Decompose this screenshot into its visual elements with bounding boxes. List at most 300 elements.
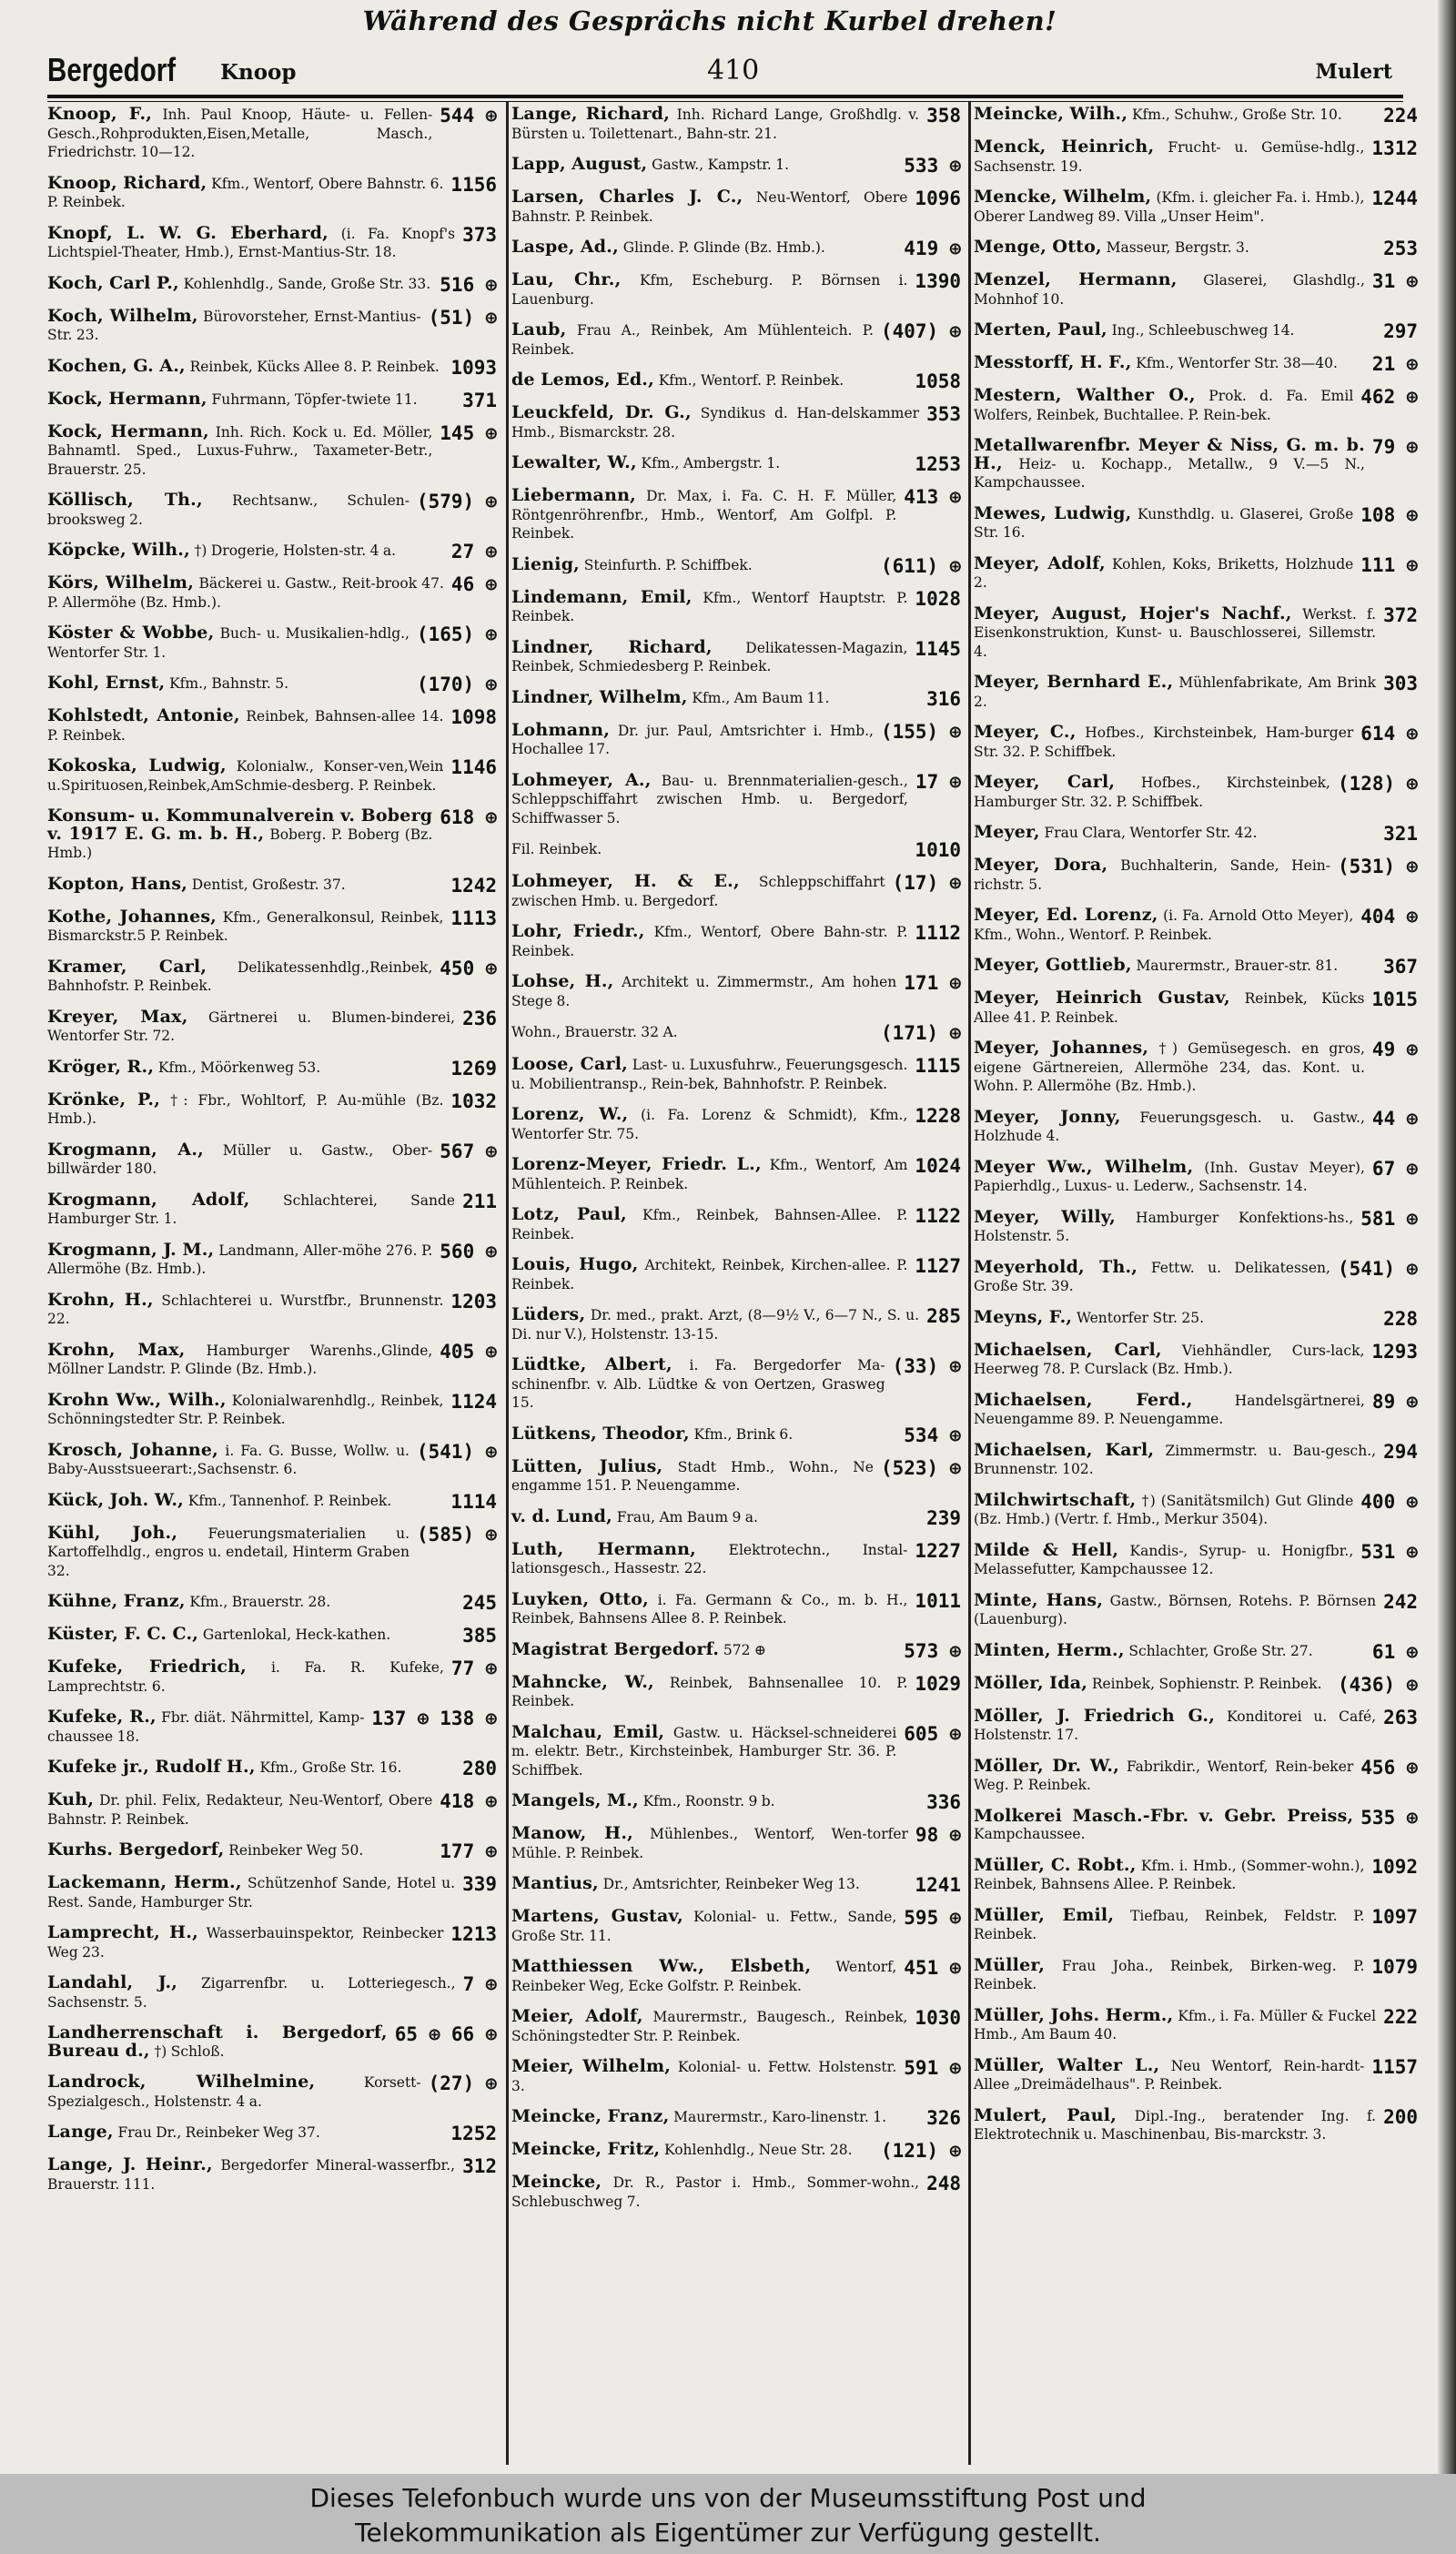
- directory-entry: [974, 1389, 1420, 1429]
- phone-number: 591 ⊕: [904, 2057, 961, 2079]
- phone-number: (579) ⊕: [416, 491, 497, 512]
- entry-detail: Mühlenbes., Wentorf, Wen-torfer Mühle. P. Reinbek.: [511, 1826, 908, 1861]
- phone-number: (121) ⊕: [880, 2140, 961, 2162]
- entry-name: Kochen, G. A.,: [47, 355, 186, 376]
- entry-name: Meyns, F.,: [974, 1306, 1073, 1327]
- directory-entry: [511, 487, 963, 543]
- phone-number: 1244: [1371, 187, 1418, 209]
- entry-name: Möller, J. Friedrich G.,: [974, 1705, 1216, 1726]
- directory-entry: [511, 106, 963, 143]
- phone-number: 372: [1383, 603, 1418, 626]
- directory-entry: [47, 1056, 499, 1079]
- entry-detail: Inh. Richard Lange, Großhdlg. v. Bürsten u. Toilettenart., Bahn-str. 21.: [511, 106, 920, 142]
- entry-detail: Reinbek, Bahnsen-allee 14. P. Reinbek.: [47, 708, 444, 744]
- entry-name: Krogmann, Adolf,: [47, 1189, 250, 1210]
- phone-number: 98 ⊕: [915, 1824, 961, 1846]
- directory-entry: [511, 1671, 963, 1711]
- phone-number: 1122: [915, 1205, 961, 1227]
- entry-detail: Neu-Wentorf, Obere Bahnstr. P. Reinbek.: [511, 189, 908, 225]
- directory-entry: [511, 454, 963, 474]
- directory-entry: [47, 1708, 499, 1746]
- phone-number: 339: [462, 1873, 497, 1895]
- entry-name: Köster & Wobbe,: [47, 623, 215, 643]
- phone-number: 1112: [915, 922, 961, 944]
- entry-detail: Gärtnerei u. Blumen-binderei, Wentorfer Str. 72.: [47, 1008, 456, 1044]
- entry-detail: Heiz- u. Kochapp., Metallw., 9 V.—5 N., Kampchaussee.: [974, 455, 1365, 491]
- entry-name: Martens, Gustav,: [511, 1906, 683, 1926]
- entry-name: Meyer, Willy,: [974, 1206, 1116, 1227]
- directory-entry: [974, 1439, 1420, 1479]
- phone-number: 242: [1383, 1590, 1418, 1613]
- entry-detail: Gastw., Kampstr. 1.: [652, 157, 790, 173]
- directory-entry: [47, 305, 499, 345]
- directory-entry: [511, 636, 963, 676]
- directory-entry: [47, 2024, 499, 2061]
- directory-entry: [47, 807, 499, 863]
- entry-detail: Architekt u. Zimmermstr., Am hohen Stege 8.: [511, 974, 897, 1009]
- entry-detail: Dr., Amtsrichter, Reinbeker Weg 13.: [602, 1876, 860, 1892]
- directory-entry: [974, 1805, 1420, 1844]
- entry-name: Meyerhold, Th.,: [974, 1256, 1138, 1277]
- entry-detail: Neu Wentorf, Rein-hardt-Allee „Dreimädelhaus". P. Reinbek.: [974, 2057, 1365, 2093]
- directory-entry: [47, 1489, 499, 1513]
- entry-detail: (Inh. Gustav Meyer), Papierhdlg., Luxus- u. Lederw., Sachsenstr. 14.: [974, 1159, 1365, 1194]
- directory-entry: [511, 686, 963, 710]
- phone-number: 171 ⊕: [904, 972, 961, 994]
- entry-detail: Frau Clara, Wentorfer Str. 42.: [1044, 825, 1258, 841]
- phone-number: (128) ⊕: [1337, 773, 1418, 795]
- entry-detail: Kfm, Escheburg. P. Börnsen i. Lauenburg.: [511, 272, 908, 308]
- phone-number: 595 ⊕: [904, 1907, 961, 1929]
- directory-entry: [974, 437, 1420, 492]
- phone-number: 61 ⊕: [1371, 1640, 1418, 1663]
- entry-detail: i. Fa. R. Kufeke, Lamprechtstr. 6.: [47, 1659, 444, 1695]
- entry-name: Michaelsen, Carl,: [974, 1339, 1162, 1360]
- phone-number: 605 ⊕: [904, 1722, 961, 1745]
- entry-detail: Korsett-Spezialgesch., Holstenstr. 4 a.: [47, 2074, 421, 2110]
- entry-name: Kreyer, Max,: [47, 1006, 188, 1027]
- entry-detail: Kfm., Wentorf. P. Reinbek.: [658, 372, 844, 389]
- entry-detail: Wentorfer Str. 25.: [1076, 1309, 1205, 1326]
- entry-name: Kühl, Joh.,: [47, 1522, 178, 1543]
- phone-number: 544 ⊕: [440, 105, 497, 127]
- phone-number: 1096: [915, 187, 961, 209]
- entry-detail: Kolonialw., Konser-ven,Wein u.Spirituosen,Reinbek,AmSchmie-desberg. P. Reinbek.: [47, 758, 444, 794]
- entry-detail: Fuhrmann, Töpfer-twiete 11.: [211, 390, 418, 408]
- directory-entry: [974, 907, 1420, 944]
- phone-number: 462 ⊕: [1360, 386, 1418, 408]
- phone-number: 456 ⊕: [1360, 1756, 1418, 1779]
- directory-entry: [511, 1206, 963, 1243]
- entry-name: Kock, Hermann,: [47, 421, 209, 441]
- phone-number: (33) ⊕: [892, 1355, 961, 1377]
- directory-entry: [511, 238, 963, 258]
- entry-name: Meier, Wilhelm,: [511, 2056, 672, 2076]
- directory-entry: [974, 1106, 1420, 1146]
- entry-name: Knoop, F.,: [47, 104, 153, 124]
- phone-number: 614 ⊕: [1360, 723, 1418, 745]
- directory-entry: [974, 502, 1420, 542]
- entry-name: Lorenz-Meyer, Friedr. L.,: [511, 1154, 762, 1174]
- directory-entry: [47, 222, 499, 262]
- phone-number: 239: [926, 1506, 961, 1529]
- entry-name: Kück, Joh. W.,: [47, 1489, 184, 1510]
- directory-entry: [511, 1156, 963, 1193]
- directory-entry: [47, 1841, 499, 1861]
- entry-name: Köpcke, Wilh.,: [47, 540, 190, 560]
- entry-detail: Kfm., Brauerstr. 28.: [189, 1594, 331, 1610]
- entry-name: Lau, Chr.,: [511, 269, 622, 289]
- directory-entry: [974, 1156, 1420, 1196]
- entry-detail: Handelsgärtnerei, Neuengamme 89. P. Neuengamme.: [974, 1392, 1365, 1427]
- entry-detail: Kfm., Wentorf Hauptstr. P. Reinbek.: [511, 589, 908, 624]
- entry-name: Kramer, Carl,: [47, 956, 207, 977]
- entry-detail: Gastw., Börnsen, Rotehs. P. Börnsen (Lauenburg).: [974, 1592, 1377, 1627]
- entry-detail: Frau, Am Baum 9 a.: [616, 1508, 758, 1525]
- directory-entry: [47, 574, 499, 612]
- directory-entry: [511, 1306, 963, 1343]
- entry-detail: Kolonial- u. Fettw. Holstenstr. 3.: [511, 2059, 897, 2094]
- directory-entry: [511, 873, 963, 910]
- entry-detail: Kfm., Am Baum 11.: [692, 689, 830, 706]
- directory-entry: [47, 757, 499, 795]
- entry-detail: i. Fa. G. Busse, Wollw. u. Baby-Ausstsueerart:,Sachsenstr. 6.: [47, 1442, 410, 1477]
- phone-number: (611) ⊕: [880, 554, 961, 577]
- phone-number: 253: [1383, 238, 1418, 259]
- entry-detail: Kfm., Wentorf, Obere Bahn-str. P. Reinbek.: [511, 924, 908, 959]
- entry-detail: Kfm., Brink 6.: [693, 1425, 794, 1443]
- directory-entry: [511, 1721, 963, 1780]
- directory-entry: [974, 2054, 1420, 2094]
- phone-number: 567 ⊕: [440, 1140, 497, 1162]
- phone-number: 1252: [450, 2123, 497, 2144]
- phone-number: 1124: [450, 1390, 497, 1413]
- phone-number: 1011: [915, 1589, 961, 1612]
- entry-name: Minte, Hans,: [974, 1589, 1104, 1610]
- phone-number: 400 ⊕: [1360, 1490, 1418, 1513]
- directory-entry: [974, 824, 1420, 844]
- entry-name: Merten, Paul,: [974, 319, 1107, 340]
- entry-detail: Schützenhof Sande, Hotel u. Rest. Sande, Hamburger Str.: [47, 1875, 456, 1910]
- column-divider: [506, 102, 509, 2465]
- phone-number: 618 ⊕: [440, 806, 497, 828]
- entry-detail: Buchhalterin, Sande, Hein-richstr. 5.: [974, 857, 1330, 893]
- entry-name: Meyer,: [974, 822, 1040, 842]
- directory-entry: [974, 1854, 1420, 1894]
- phone-number: 534 ⊕: [904, 1424, 961, 1446]
- directory-entry: [974, 1306, 1420, 1330]
- entry-name: Lamprecht, H.,: [47, 1922, 198, 1942]
- directory-entry: [974, 1256, 1420, 1296]
- entry-name: Laub,: [511, 319, 567, 340]
- entry-name: Müller, Emil,: [974, 1904, 1115, 1925]
- phone-number: 1253: [915, 453, 961, 475]
- entry-detail: Last- u. Luxusfuhrw., Feuerungsgesch. u. Mobilientransp., Rein-bek, Bahnhofstr. P. Reinbek.: [511, 1057, 908, 1092]
- phone-number: 27 ⊕: [450, 541, 497, 562]
- entry-detail: Dr. R., Pastor i. Hmb., Sommer-wohn., Schlebuschweg 7.: [511, 2174, 920, 2210]
- entry-name: Lohse, H.,: [511, 971, 614, 991]
- directory-entry: [47, 1658, 499, 1696]
- directory-entry: [47, 1091, 499, 1129]
- entry-detail: Frau Joha., Reinbek, Birken-weg. P. Reinbek.: [974, 1957, 1365, 1992]
- entry-detail: Kohlenhdlg., Neue Str. 28.: [664, 2142, 853, 2158]
- entry-detail: Bäckerei u. Gastw., Reit-brook 47. P. Allermöhe (Bz. Hmb.).: [47, 575, 444, 611]
- entry-detail: Schlachterei u. Wurstfbr., Brunnenstr. 22.: [47, 1292, 444, 1327]
- phone-number: 1269: [450, 1057, 497, 1079]
- phone-number: (436) ⊕: [1337, 1673, 1418, 1696]
- phone-number: 1390: [915, 270, 961, 292]
- phone-number: 1115: [915, 1055, 961, 1077]
- entry-name: de Lemos, Ed.,: [511, 370, 654, 390]
- phone-number: (523) ⊕: [880, 1456, 961, 1479]
- entry-name: Kühne, Franz,: [47, 1591, 186, 1611]
- directory-entry: [974, 724, 1420, 761]
- directory-entry: [511, 2108, 963, 2128]
- entry-detail: Dr. jur. Paul, Amtsrichter i. Hmb., Hochallee 17.: [511, 722, 874, 757]
- entry-detail: Kunsthdlg. u. Glaserei, Große Str. 16.: [974, 505, 1354, 541]
- phone-number: (170) ⊕: [416, 674, 497, 695]
- entry-detail: Kandis-, Syrup- u. Honigfbr., Melassefutter, Kampchaussee 12.: [974, 1542, 1354, 1577]
- phone-number: 1058: [915, 370, 961, 392]
- phone-number: 297: [1383, 320, 1418, 342]
- entry-detail: Stadt Hmb., Wohn., Ne engamme 151. P. Neuengamme.: [511, 1458, 874, 1494]
- entry-name: Magistrat Bergedorf.: [511, 1638, 720, 1659]
- entry-name: Lohmeyer, A.,: [511, 769, 652, 790]
- running-header: [47, 46, 1401, 96]
- phone-number: (51) ⊕: [428, 306, 497, 329]
- entry-detail: Schleppschiffahrt zwischen Hmb. u. Bergedorf.: [511, 874, 885, 909]
- phone-number: 353: [926, 403, 961, 425]
- entry-detail: Rechtsanw., Schulen-brooksweg 2.: [47, 492, 410, 528]
- header-place: Bergedorf: [47, 51, 177, 88]
- phone-number: 177 ⊕: [440, 1840, 497, 1862]
- entry-name: Kurhs. Bergedorf,: [47, 1839, 225, 1860]
- entry-name: Müller,: [974, 1954, 1046, 1975]
- entry-name: Lapp, August,: [511, 154, 648, 174]
- entry-detail: Tiefbau, Reinbek, Feldstr. P. Reinbek.: [974, 1907, 1365, 1942]
- entry-detail: Fabrikdir., Wentorf, Rein-beker Weg. P. Reinbek.: [974, 1758, 1354, 1793]
- phone-number: 1242: [450, 874, 497, 897]
- entry-name: Konsum- u. Kommunalverein v. Boberg v. 1917 E. G. m. b. H.,: [47, 806, 433, 844]
- entry-detail: Reinbek, Kücks Allee 8. P. Reinbek.: [189, 358, 440, 375]
- phone-number: (541) ⊕: [1337, 1257, 1418, 1280]
- directory-entry: [974, 2004, 1420, 2044]
- entry-name: v. d. Lund,: [511, 1505, 612, 1526]
- entry-name: Müller, C. Robt.,: [974, 1854, 1137, 1875]
- entry-name: Müller, Johs. Herm.,: [974, 2004, 1174, 2025]
- entry-name: Kufeke, R.,: [47, 1707, 157, 1727]
- column-divider: [968, 102, 971, 2465]
- directory-entry: [974, 1206, 1420, 1246]
- entry-detail: 572 ⊕: [723, 1641, 766, 1658]
- entry-detail: Feuerungsgesch. u. Gastw., Holzhude 4.: [974, 1109, 1365, 1144]
- directory-entry: [47, 492, 499, 529]
- footer-credit: [0, 2474, 1456, 2554]
- phone-number: 1114: [450, 1490, 497, 1513]
- entry-name: Lindemann, Emil,: [511, 586, 693, 607]
- entry-name: Menge, Otto,: [974, 237, 1102, 257]
- entry-name: Müller, Walter L.,: [974, 2054, 1160, 2075]
- entry-detail: †) Gemüsegesch. en gros, eigene Gärtnereien, Allermöhe 234, das. Kont. u. Wohn. P. Allermöhe (Bz. Hmb.).: [974, 1040, 1365, 1094]
- entry-name: Mangels, M.,: [511, 1790, 639, 1810]
- entry-name: Kokoska, Ludwig,: [47, 755, 227, 775]
- entry-detail: Gastw. u. Häcksel-schneiderei m. elektr. Betr., Kirchsteinbek, Hamburger Str. 36. P. Schiffbek.: [511, 1724, 897, 1779]
- directory-entry: [47, 624, 499, 662]
- entry-name: Meincke, Franz,: [511, 2106, 670, 2126]
- directory-entry: [511, 1023, 963, 1043]
- entry-detail: Syndikus d. Han-delskammer Hmb., Bismarckstr. 28.: [511, 405, 920, 441]
- directory-entry: [974, 1639, 1420, 1663]
- entry-name: Michaelsen, Ferd.,: [974, 1389, 1193, 1410]
- entry-name: Meyer, Bernhard E.,: [974, 672, 1174, 692]
- directory-entry: [511, 1505, 963, 1529]
- directory-entry: [974, 2104, 1420, 2144]
- directory-entry: [974, 989, 1420, 1027]
- entry-name: Matthiessen Ww., Elsbeth,: [511, 1956, 812, 1976]
- entry-name: Lüders,: [511, 1304, 586, 1324]
- directory-entry: [974, 321, 1420, 341]
- directory-entry: [974, 856, 1420, 894]
- entry-detail: †) Drogerie, Holsten-str. 4 a.: [194, 542, 397, 559]
- phone-number: 285: [926, 1305, 961, 1327]
- entry-name: Kohlstedt, Antonie,: [47, 705, 240, 725]
- entry-name: Meyer Ww., Wilhelm,: [974, 1156, 1194, 1177]
- phone-number: 1145: [915, 637, 961, 660]
- entry-detail: Reinbek, Bahnsenallee 10. P. Reinbek.: [511, 1674, 908, 1709]
- banner-notice: Während des Gesprächs nicht Kurbel drehen!: [362, 5, 1057, 36]
- entry-detail: Kfm., Tannenhof. P. Reinbek.: [187, 1492, 392, 1509]
- entry-name: Lotz, Paul,: [511, 1204, 627, 1224]
- entry-name: Lohmann,: [511, 719, 611, 740]
- entry-detail: Boberg. P. Boberg (Bz. Hmb.): [47, 826, 433, 861]
- entry-name: Molkerei Masch.-Fbr. v. Gebr. Preiss,: [974, 1805, 1354, 1826]
- directory-entry: [511, 321, 963, 359]
- header-first-entry: Knoop: [220, 60, 297, 85]
- directory-entry: [511, 1356, 963, 1413]
- phone-number: 405 ⊕: [440, 1340, 497, 1363]
- entry-detail: Dr. med., prakt. Arzt, (8—9½ V., 6—7 N., S. u. Di. nur V.), Holstenstr. 13-15.: [511, 1307, 920, 1343]
- directory-entry: [47, 1289, 499, 1329]
- entry-name: Milchwirtschaft,: [974, 1489, 1137, 1510]
- entry-name: Meyer, C.,: [974, 722, 1077, 742]
- entry-name: Meincke, Fritz,: [511, 2139, 661, 2159]
- phone-number: (531) ⊕: [1337, 856, 1418, 877]
- phone-number: 200: [1383, 2105, 1418, 2128]
- directory-entry: [47, 2073, 499, 2111]
- phone-number: 65 ⊕ 66 ⊕: [394, 2023, 497, 2045]
- entry-detail: Kfm., Ambergstr. 1.: [641, 455, 781, 471]
- phone-number: 67 ⊕: [1371, 1157, 1418, 1180]
- directory-entry: [974, 188, 1420, 226]
- directory-entry: [47, 1141, 499, 1179]
- entry-detail: Inh. Paul Knoop, Häute- u. Fellen-Gesch.,Rohprodukten,Eisen,Metalle, Masch., Friedrichstr. 10—12.: [47, 106, 433, 160]
- directory-entry: [47, 172, 499, 212]
- entry-name: Koch, Carl P.,: [47, 272, 179, 293]
- entry-detail: Buch- u. Musikalien-hdlg., Wentorfer Str. 1.: [47, 625, 410, 661]
- entry-detail: i. Fa. Bergedorfer Ma-schinenfbr. v. Alb. Lüdtke & von Oertzen, Grasweg 15.: [511, 1357, 885, 1411]
- entry-name: Möller, Dr. W.,: [974, 1755, 1120, 1776]
- entry-detail: Dr. Max, i. Fa. C. H. F. Müller, Röntgenröhrenfbr., Hmb., Wentorf, Am Golfpl. P. Reinbek.: [511, 488, 897, 542]
- directory-entry: [47, 542, 499, 562]
- phone-number: 1241: [915, 1874, 961, 1896]
- entry-detail: Landmann, Aller-möhe 276. P. Allermöhe (Bz. Hmb.).: [47, 1242, 433, 1277]
- entry-detail: Kfm., i. Fa. Müller & Fuckel Hmb., Am Baum 40.: [974, 2007, 1377, 2042]
- entry-name: Mewes, Ludwig,: [974, 502, 1132, 523]
- directory-entry: [47, 1974, 499, 2012]
- phone-number: 516 ⊕: [440, 273, 497, 296]
- entry-name: Lackemann, Herm.,: [47, 1872, 242, 1892]
- entry-name: Kothe, Johannes,: [47, 906, 217, 927]
- phone-number: 312: [462, 2155, 497, 2177]
- entry-detail: Zimmermstr. u. Bau-gesch., Brunnenstr. 102.: [974, 1442, 1377, 1477]
- entry-name: Lütkens, Theodor,: [511, 1423, 690, 1444]
- entry-name: Kopton, Hans,: [47, 873, 188, 894]
- listing-column-2: [511, 106, 963, 2224]
- directory-entry: [511, 188, 963, 226]
- header-rule-thin: [47, 101, 1403, 102]
- directory-entry: [47, 707, 499, 745]
- directory-entry: [974, 605, 1420, 662]
- phone-number: (155) ⊕: [880, 720, 961, 743]
- entry-name: Liebermann,: [511, 485, 636, 505]
- directory-entry: [511, 973, 963, 1010]
- phone-number: 17 ⊕: [915, 770, 961, 793]
- directory-entry: [511, 1792, 963, 1812]
- entry-name: Laspe, Ad.,: [511, 237, 619, 257]
- entry-detail: Dentist, Großestr. 37.: [191, 876, 346, 893]
- entry-name: Mahncke, W.,: [511, 1671, 654, 1692]
- directory-entry: [47, 908, 499, 946]
- directory-entry: [511, 2141, 963, 2161]
- directory-entry: [974, 552, 1420, 593]
- entry-detail: Kfm., Wentorf, Obere Bahnstr. 6. P. Reinbek.: [47, 175, 444, 210]
- directory-entry: [511, 156, 963, 176]
- directory-entry: [511, 1056, 963, 1093]
- directory-entry: [511, 719, 963, 759]
- entry-name: Meyer, August, Hojer's Nachf.,: [974, 603, 1292, 623]
- entry-detail: Müller u. Gastw., Ober-billwärder 180.: [47, 1141, 433, 1177]
- directory-entry: [47, 1389, 499, 1429]
- directory-entry: [47, 2123, 499, 2144]
- page-edge-shadow: [1438, 0, 1456, 2474]
- phone-number: 294: [1383, 1440, 1418, 1463]
- entry-name: Menzel, Hermann,: [974, 269, 1178, 289]
- entry-name: Kuh,: [47, 1789, 95, 1809]
- phone-number: 385: [462, 1625, 497, 1647]
- phone-number: (541) ⊕: [416, 1440, 497, 1463]
- entry-detail: Kolonial- u. Fettw., Sande, Große Str. 11.: [511, 1909, 897, 1944]
- entry-name: Lüdtke, Albert,: [511, 1354, 672, 1374]
- entry-detail: Glinde. P. Glinde (Bz. Hmb.).: [622, 239, 825, 256]
- phone-number: 326: [926, 2107, 961, 2129]
- directory-entry: [47, 355, 499, 379]
- header-last-entry: Mulert: [1315, 60, 1392, 84]
- entry-name: Louis, Hugo,: [511, 1254, 639, 1274]
- phone-number: 573 ⊕: [904, 1639, 961, 1662]
- entry-name: Krohn, Max,: [47, 1339, 186, 1360]
- directory-entry: [974, 1489, 1420, 1529]
- directory-entry: [974, 1904, 1420, 1944]
- phone-number: 533 ⊕: [904, 155, 961, 177]
- entry-detail: Delikatessen-Magazin, Reinbek, Schmiedesberg P. Reinbek.: [511, 639, 908, 674]
- entry-detail: Maurermstr., Karo-linenstr. 1.: [673, 2109, 886, 2125]
- directory-entry: [511, 769, 963, 828]
- phone-number: 531 ⊕: [1360, 1540, 1418, 1563]
- entry-detail: Hofbes., Kirchsteinbek, Hamburger Str. 32. P. Schiffbek.: [974, 775, 1330, 810]
- entry-name: Landrock, Wilhelmine,: [47, 2072, 316, 2092]
- directory-entry: [47, 1758, 499, 1779]
- directory-entry: [511, 1538, 963, 1578]
